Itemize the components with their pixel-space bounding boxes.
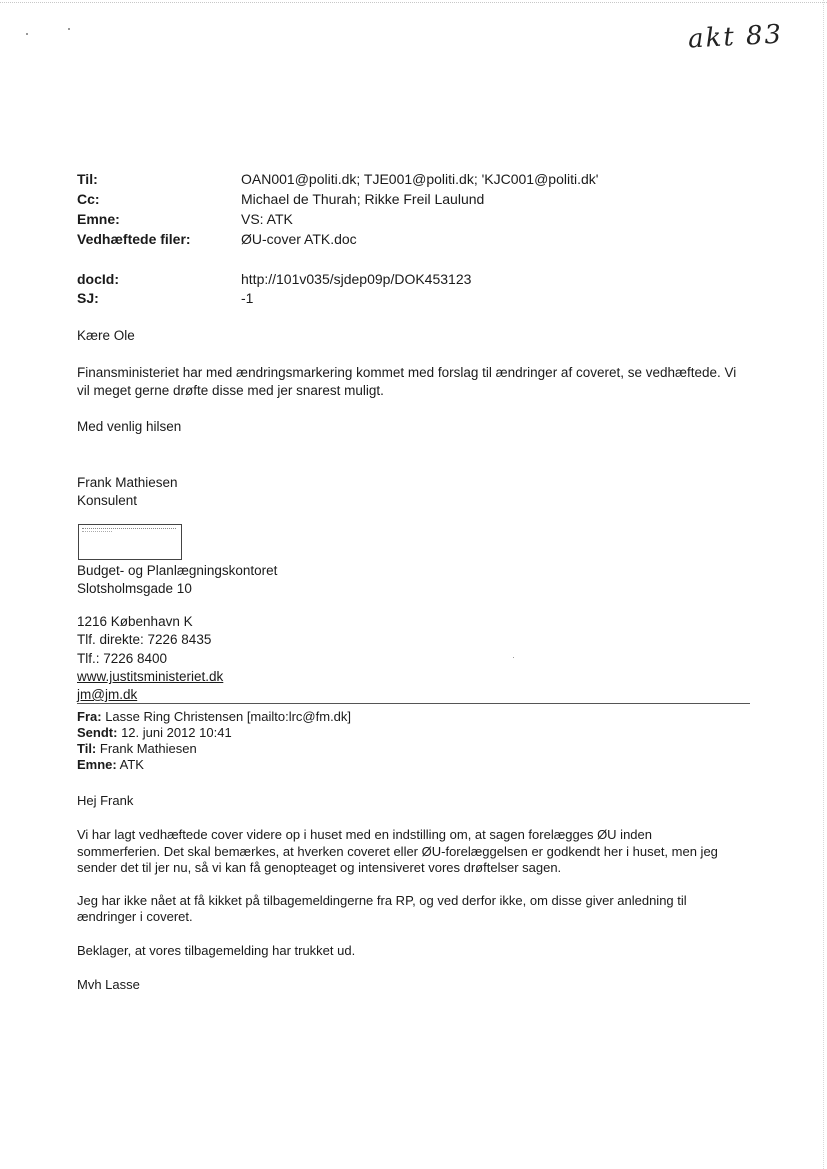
- forwarded-body-line: Vi har lagt vedhæftede cover videre op i huset med en indstilling om, at sagen forelægges ØU inden: [77, 827, 652, 842]
- header-label-cc: Cc:: [77, 191, 100, 207]
- scan-edge-right: [823, 0, 824, 1169]
- header-value-subject: VS: ATK: [241, 211, 293, 227]
- forward-separator: [77, 703, 750, 704]
- forwarded-sent-value: 12. juni 2012 10:41: [121, 725, 232, 740]
- signature-website-link[interactable]: www.justitsministeriet.dk: [77, 669, 224, 684]
- message-body-line: Finansministeriet har med ændringsmarkering kommet med forslag til ændringer af coveret, se vedhæftede. Vi: [77, 365, 737, 380]
- scan-speck: [513, 657, 514, 658]
- forwarded-to: [77, 741, 197, 757]
- header-label-attachments: Vedhæftede filer:: [77, 231, 191, 247]
- scan-speck: [26, 33, 28, 35]
- message-greeting: Kære Ole: [77, 328, 135, 343]
- message-closing: Med venlig hilsen: [77, 419, 182, 434]
- header-value-docid: http://101v035/sjdep09p/DOK453123: [241, 271, 472, 287]
- forwarded-subject: [77, 757, 144, 773]
- forwarded-body-line: sender det til jer nu, så vi kan få genopteaget og intensiveret vores drøftelser sagen.: [77, 860, 562, 875]
- forwarded-to-label: Til:: [77, 741, 97, 756]
- forwarded-to-value: Frank Mathiesen: [99, 741, 197, 756]
- signature-city: 1216 København K: [77, 614, 193, 629]
- forwarded-body-line: Beklager, at vores tilbagemelding har trukket ud.: [77, 943, 356, 958]
- forwarded-subject-value: ATK: [119, 757, 144, 772]
- header-value-sj: -1: [241, 290, 254, 306]
- header-value-cc: Michael de Thurah; Rikke Freil Laulund: [241, 191, 485, 207]
- forwarded-from-value: Lasse Ring Christensen [mailto:lrc@fm.dk]: [105, 709, 352, 724]
- header-label-to: Til:: [77, 171, 98, 187]
- signature-logo-placeholder: [78, 524, 182, 560]
- message-body-line: vil meget gerne drøfte disse med jer snarest muligt.: [77, 383, 384, 398]
- signature-phone-direct: Tlf. direkte: 7226 8435: [77, 632, 212, 647]
- forwarded-from: [77, 709, 351, 725]
- scan-speck: [68, 28, 70, 30]
- signature-name: Frank Mathiesen: [77, 475, 178, 490]
- signature-title: Konsulent: [77, 493, 138, 508]
- signature-email-link[interactable]: jm@jm.dk: [77, 687, 138, 702]
- header-label-docid: docId:: [77, 271, 119, 287]
- handwritten-akt-number: akt 83: [687, 19, 784, 55]
- scan-edge-top: [0, 2, 827, 3]
- signature-phone: Tlf.: 7226 8400: [77, 651, 168, 666]
- forwarded-subject-label: Emne:: [77, 757, 117, 772]
- header-value-to: OAN001@politi.dk; TJE001@politi.dk; 'KJC001@politi.dk': [241, 171, 599, 187]
- forwarded-body-line: Jeg har ikke nået at få kikket på tilbagemeldingerne fra RP, og ved derfor ikke, om disse giver anledning til: [77, 893, 687, 908]
- header-label-sj: SJ:: [77, 290, 99, 306]
- header-value-attachments: ØU-cover ATK.doc: [241, 231, 357, 247]
- forwarded-greeting: Hej Frank: [77, 793, 134, 808]
- logo-placeholder-text: [82, 531, 112, 533]
- forwarded-signoff: Mvh Lasse: [77, 977, 140, 992]
- forwarded-sent: [77, 725, 232, 741]
- signature-street: Slotsholmsgade 10: [77, 581, 192, 596]
- forwarded-body-line: ændringer i coveret.: [77, 909, 193, 924]
- header-label-subject: Emne:: [77, 211, 120, 227]
- forwarded-from-label: Fra:: [77, 709, 102, 724]
- signature-office: Budget- og Planlægningskontoret: [77, 563, 278, 578]
- forwarded-sent-label: Sendt:: [77, 725, 118, 740]
- forwarded-body-line: sommerferien. Det skal bemærkes, at hverken coveret eller ØU-forelæggelsen er godkendt her i huset, men jeg: [77, 844, 718, 859]
